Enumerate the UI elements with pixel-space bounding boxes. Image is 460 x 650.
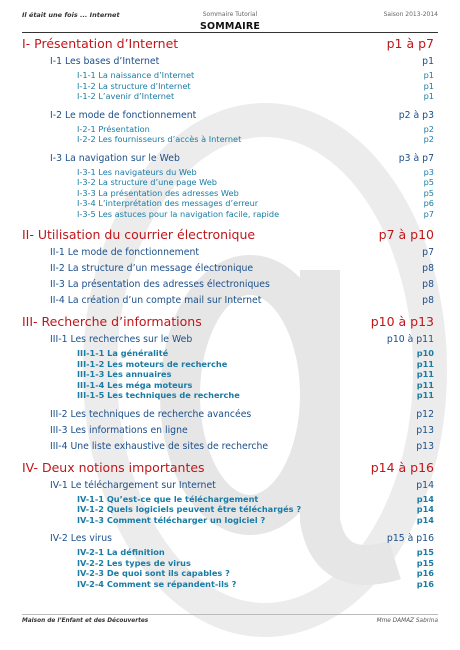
toc-entry xyxy=(22,177,434,188)
toc-entry xyxy=(22,312,434,332)
toc-entry xyxy=(22,225,434,245)
toc-entry xyxy=(22,579,434,590)
toc-entry-label: I-2-1 Présentation xyxy=(77,123,150,134)
toc-entry-pages: p14 xyxy=(416,514,434,525)
toc-entry xyxy=(22,504,434,515)
toc-entry-label: III-1-4 Les méga moteurs xyxy=(77,379,193,390)
footer-right-text: Mme DAMAZ Sabrina xyxy=(376,618,438,624)
page-footer xyxy=(22,614,438,628)
toc-entry-label: II-2 La structure d’un message électronique xyxy=(50,263,254,274)
toc-entry-label: I-3-5 Les astuces pour la navigation facile, rapide xyxy=(77,208,280,219)
toc-entry xyxy=(22,54,434,70)
toc-entry-pages: p7 xyxy=(422,247,434,258)
toc-entry xyxy=(22,81,434,92)
toc-entry-label: IV-1-2 Quels logiciels peuvent être téléchargés ? xyxy=(77,504,302,514)
toc-entry-pages: p11 xyxy=(416,369,434,379)
toc-entry xyxy=(22,407,434,423)
toc-entry xyxy=(22,494,434,505)
toc-entry-label: I-3-3 La présentation des adresses Web xyxy=(77,187,239,198)
toc-entry-pages: p3 à p7 xyxy=(398,152,434,164)
toc-entry-label: I-3-2 La structure d’une page Web xyxy=(77,177,218,187)
toc-entry-pages: p16 xyxy=(416,578,434,589)
toc-entry xyxy=(22,108,434,124)
toc-entry xyxy=(22,547,434,558)
toc-entry-pages: p1 à p7 xyxy=(386,36,434,51)
toc-entry-label: IV-1 Le téléchargement sur Internet xyxy=(50,479,216,491)
toc-entry-label: I-3 La navigation sur le Web xyxy=(50,152,180,164)
toc-entry-pages: p14 xyxy=(416,504,434,514)
toc-entry-label: IV-2-2 Les types de virus xyxy=(77,557,191,568)
toc-entry-label: II- Utilisation du courrier électronique xyxy=(22,227,256,242)
toc-entry-pages: p7 xyxy=(423,208,434,219)
toc-entry-pages: p8 xyxy=(422,263,434,274)
toc-entry-pages: p10 xyxy=(416,348,434,358)
toc-entry xyxy=(22,151,434,167)
toc-entry-label: III- Recherche d’informations xyxy=(22,314,202,329)
toc-entry-pages: p14 xyxy=(416,493,434,504)
toc-entry-label: III-1-2 Les moteurs de recherche xyxy=(77,358,228,369)
toc-entry-label: I-2-2 Les fournisseurs d’accès à Internet xyxy=(77,134,242,144)
toc-entry xyxy=(22,369,434,380)
toc-entry xyxy=(22,515,434,526)
toc-entry xyxy=(22,261,434,277)
toc-entry xyxy=(22,188,434,199)
toc-entry-label: I- Présentation d’Internet xyxy=(22,36,179,51)
table-of-contents xyxy=(22,34,434,589)
toc-entry-label: III-1-1 La généralité xyxy=(77,348,169,358)
header-divider xyxy=(22,32,438,33)
toc-entry xyxy=(22,209,434,220)
toc-entry-pages: p10 à p13 xyxy=(370,314,434,329)
toc-entry-pages: p14 xyxy=(416,479,434,491)
toc-entry xyxy=(22,458,434,478)
toc-entry-label: IV-2-1 La définition xyxy=(77,547,165,557)
toc-entry-label: III-1 Les recherches sur le Web xyxy=(50,334,193,345)
toc-entry-label: III-3 Les informations en ligne xyxy=(50,424,188,436)
toc-entry xyxy=(22,390,434,401)
toc-entry-label: I-1-2 La structure d’Internet xyxy=(77,80,191,91)
toc-entry-label: III-4 Une liste exhaustive de sites de recherche xyxy=(50,440,269,452)
toc-entry xyxy=(22,359,434,370)
header-left-text: Il était une fois ... Internet xyxy=(22,11,120,19)
footer-left-text: Maison de l’Enfant et des Découvertes xyxy=(22,618,149,624)
toc-entry-label: I-1-2 L’avenir d’Internet xyxy=(77,91,175,101)
toc-entry-pages: p2 à p3 xyxy=(398,109,434,121)
toc-entry-pages: p1 xyxy=(423,80,434,91)
toc-entry xyxy=(22,34,434,54)
toc-entry xyxy=(22,348,434,359)
toc-entry-label: IV-1-1 Qu’est-ce que le téléchargement xyxy=(77,493,259,504)
toc-entry xyxy=(22,558,434,569)
toc-entry-pages: p2 xyxy=(423,134,434,144)
toc-entry-label: IV-2-3 De quoi sont ils capables ? xyxy=(77,568,230,578)
toc-entry xyxy=(22,91,434,102)
toc-entry xyxy=(22,167,434,178)
header-right-text: Saison 2013-2014 xyxy=(383,11,438,18)
toc-entry-pages: p15 xyxy=(416,557,434,568)
toc-entry-pages: p13 xyxy=(416,440,434,452)
toc-entry-label: I-1-1 La naissance d’Internet xyxy=(77,70,195,80)
toc-entry-pages: p5 xyxy=(423,187,434,198)
toc-entry xyxy=(22,478,434,494)
toc-entry xyxy=(22,134,434,145)
toc-entry-label: I-3-4 L’interprétation des messages d’erreur xyxy=(77,198,259,208)
toc-entry xyxy=(22,332,434,348)
toc-entry-pages: p8 xyxy=(422,295,434,306)
toc-entry-pages: p3 xyxy=(423,166,434,177)
toc-entry-pages: p15 xyxy=(416,547,434,557)
toc-entry xyxy=(22,531,434,547)
toc-entry xyxy=(22,380,434,391)
toc-entry-label: IV-2 Les virus xyxy=(50,533,112,544)
toc-entry-pages: p1 xyxy=(423,91,434,101)
toc-entry xyxy=(22,423,434,439)
toc-entry xyxy=(22,124,434,135)
toc-entry-label: IV- Deux notions importantes xyxy=(22,459,205,475)
toc-entry xyxy=(22,245,434,261)
toc-entry-pages: p5 xyxy=(423,177,434,187)
toc-entry-label: IV-1-3 Comment télécharger un logiciel ? xyxy=(77,514,266,525)
toc-entry-pages: p6 xyxy=(423,198,434,208)
toc-entry-pages: p14 à p16 xyxy=(370,459,434,475)
toc-entry xyxy=(22,198,434,209)
toc-entry xyxy=(22,277,434,293)
toc-entry-label: I-3-1 Les navigateurs du Web xyxy=(77,166,197,177)
toc-entry-pages: p10 à p11 xyxy=(386,334,434,345)
toc-entry xyxy=(22,439,434,455)
toc-entry-label: II-1 Le mode de fonctionnement xyxy=(50,247,199,258)
toc-entry-pages: p15 à p16 xyxy=(386,533,434,544)
toc-entry-pages: p2 xyxy=(423,123,434,134)
toc-entry-pages: p1 xyxy=(423,70,434,80)
toc-entry-label: I-1 Les bases d’Internet xyxy=(50,56,160,67)
toc-entry-pages: p7 à p10 xyxy=(378,227,434,242)
toc-entry xyxy=(22,568,434,579)
toc-entry-label: IV-2-4 Comment se répandent-ils ? xyxy=(77,578,237,589)
toc-entry-pages: p1 xyxy=(422,56,434,67)
toc-entry-label: III-2 Les techniques de recherche avancées xyxy=(50,408,252,420)
toc-entry-pages: p8 xyxy=(422,279,434,290)
toc-entry-pages: p13 xyxy=(416,424,434,436)
toc-entry-pages: p11 xyxy=(416,390,434,400)
toc-entry-label: II-4 La création d’un compte mail sur Internet xyxy=(50,295,262,306)
toc-entry-pages: p12 xyxy=(416,408,434,420)
toc-entry-pages: p16 xyxy=(416,568,434,578)
toc-entry xyxy=(22,70,434,81)
toc-entry-label: III-1-5 Les techniques de recherche xyxy=(77,390,240,400)
toc-entry-pages: p11 xyxy=(416,379,434,390)
toc-entry-label: III-1-3 Les annuaires xyxy=(77,369,172,379)
toc-entry xyxy=(22,293,434,309)
header-center-text: Sommaire Tutorial xyxy=(202,11,258,18)
page-title: SOMMAIRE xyxy=(199,21,261,32)
toc-entry-label: I-2 Le mode de fonctionnement xyxy=(50,109,197,121)
toc-entry-label: II-3 La présentation des adresses électroniques xyxy=(50,279,270,290)
toc-entry-pages: p11 xyxy=(416,358,434,369)
